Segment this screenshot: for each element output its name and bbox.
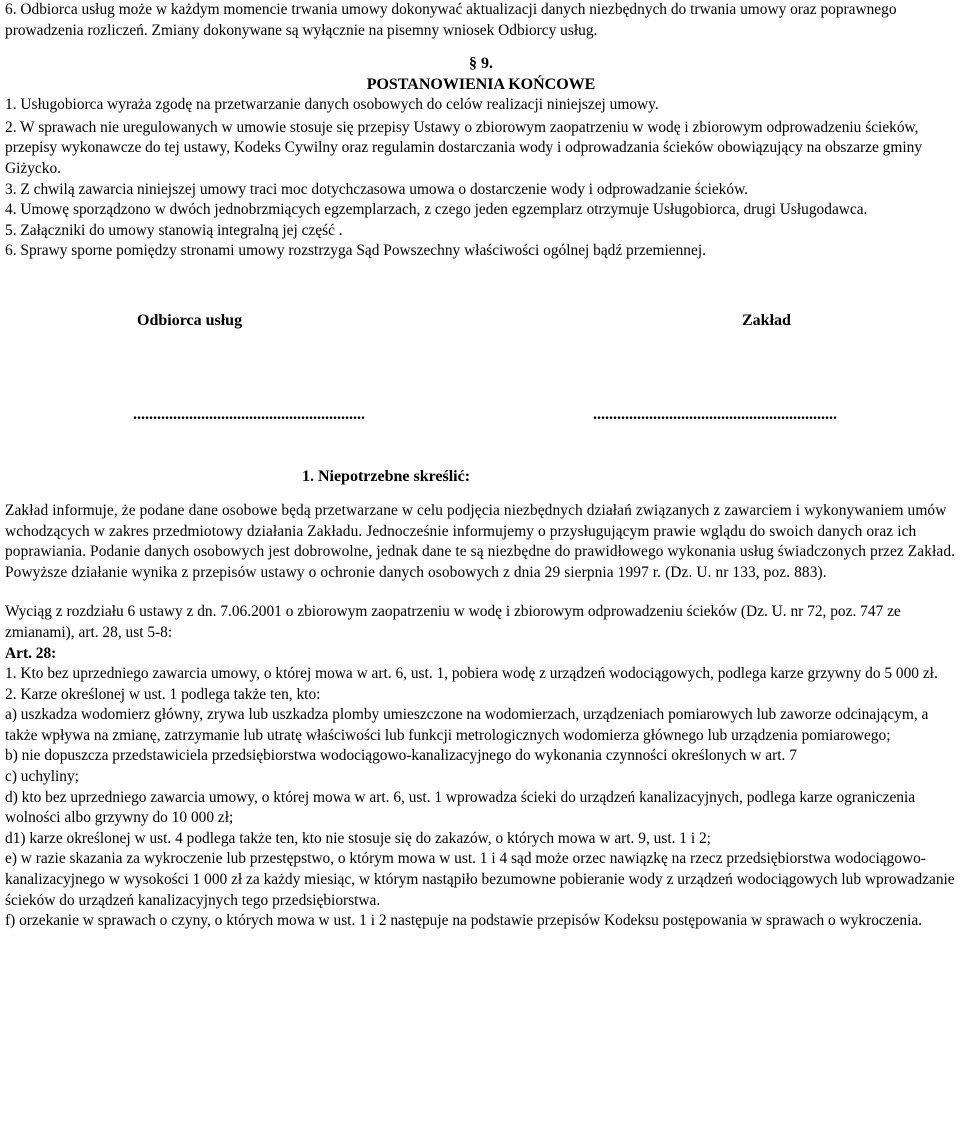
excerpt-item-b: b) nie dopuszcza przedstawiciela przedsiębiorstwa wodociągowo-kanalizacyjnego do wykonania czynności określonych w art. 7 (5, 747, 797, 765)
excerpt-item-a: a) uszkadza wodomierz główny, zrywa lub uszkadza plomby umieszczone na wodomierzach, urządzeniach pomiarowych lub zaworze odcinającym, a także wpływa na zmianę, zatrzymanie lub utratę właściwości lub funkcji metrologicznych wodomierza głównego lub urządzenia pomiarowego; (5, 706, 929, 744)
signature-label-company: Zakład (742, 311, 791, 329)
final-item-6: 6. Sprawy sporne pomiędzy stronami umowy rozstrzyga Sąd Powszechny właściwości ogólnej bądź przemiennej. (5, 242, 706, 260)
final-item-2: 2. W sprawach nie uregulowanych w umowie stosuje się przepisy Ustawy o zbiorowym zaopatrzeniu w wodę i zbiorowym odprowadzeniu ścieków, przepisy wykonawcze do tej ustawy, Kodeks Cywilny oraz regulamin dostarczania wody i odprowadzania ścieków obowiązujący na obszarze gminy Giżycko. (5, 118, 923, 177)
signature-lines (5, 406, 957, 426)
signature-labels (5, 312, 957, 332)
document-page (5, 0, 957, 932)
excerpt-item-e: e) w razie skazania za wykroczenie lub przestępstwo, o którym mowa w ust. 1 i 4 sąd może orzec nawiązkę na rzecz przedsiębiorstwa wodociągowo-kanalizacyjnego w wysokości 1 000 zł za każdy miesiąc, w którym nastąpiło bezumowne pobieranie wody z urządzeń wodociągowych lub wprowadzanie ścieków do urządzeń kanalizacyjnych tego przedsiębiorstwa. (5, 850, 955, 909)
excerpt-item-c: c) uchyliny; (5, 768, 79, 786)
final-item-3: 3. Z chwilą zawarcia niniejszej umowy traci moc dotychczasowa umowa o dostarczenie wody i odprowadzanie ścieków. (5, 180, 749, 198)
final-item-1: 1. Usługobiorca wyraża zgodę na przetwarzanie danych osobowych do celów realizacji niniejszej umowy. (5, 96, 659, 114)
excerpt-item-1: 1. Kto bez uprzedniego zawarcia umowy, o której mowa w art. 6, ust. 1, pobiera wodę z urządzeń wodociągowych, podlega karze grzywny do 5 000 zł. (5, 665, 938, 683)
excerpt-item-d1: d1) karze określonej w ust. 4 podlega także ten, kto nie stosuje się do zakazów, o których mowa w art. 9, ust. 1 i 2; (5, 829, 711, 847)
excerpt-intro: Wyciąg z rozdziału 6 ustawy z dn. 7.06.2001 o zbiorowym zaopatrzeniu w wodę i zbiorowym odprowadzeniu ścieków (Dz. U. nr 72, poz. 747 ze zmianami), art. 28, ust 5-8: (5, 603, 901, 641)
footnote-strike: 1. Niepotrzebne skreślić: (301, 467, 471, 485)
article-heading-text: Art. 28: (5, 644, 57, 662)
article-heading (5, 644, 957, 665)
paragraph-6: 6. Odbiorca usług może w każdym momencie trwania umowy dokonywać aktualizacji danych niezbędnych do trwania umowy oraz poprawnego prowadzenia rozliczeń. Zmiany dokonywane są wyłącznie na pisemny wniosek Odbiorcy usług. (5, 1, 897, 39)
signature-label-client: Odbiorca usług (137, 311, 243, 329)
section-title: POSTANOWIENIA KOŃCOWE (366, 76, 596, 94)
section-number: § 9. (469, 55, 493, 73)
excerpt-item-d: d) kto bez uprzedniego zawarcia umowy, o której mowa w art. 6, ust. 1 wprowadza ścieki do urządzeń kanalizacyjnych, podlega karze ograniczenia wolności albo grzywny do 10 000 zł; (5, 788, 916, 827)
signature-line-client: .......................................................... (133, 405, 365, 423)
final-item-5: 5. Załączniki do umowy stanowią integralną jej część . (5, 221, 343, 239)
data-protection-notice: Zakład informuje, że podane dane osobowe będą przetwarzane w celu podjęcia niezbędnych działań związanych z zawarciem i wykonywaniem umów wchodzących w zakres przedmiotowy działania Zakładu. Jednocześnie informujemy o przysługującym prawie wglądu do swoich danych oraz ich poprawiania. Podanie danych osobowych jest dobrowolne, jednak dane te są niezbędne do prawidłowego wykonania usług świadczonych przez Zakład. Powyższe działanie wynika z przepisów ustawy o ochronie danych osobowych z dnia 29 sierpnia 1997 r. (Dz. U. nr 133, poz. 883). (5, 501, 956, 581)
excerpt-item-2: 2. Karze określonej w ust. 1 podlega także ten, kto: (5, 685, 321, 703)
final-item-4: 4. Umowę sporządzono w dwóch jednobrzmiących egzemplarzach, z czego jeden egzemplarz otrzymuje Usługobiorca, drugi Usługodawca. (5, 201, 868, 219)
signature-line-company: ............................................................. (593, 405, 837, 423)
excerpt-item-f: f) orzekanie w sprawach o czyny, o których mowa w ust. 1 i 2 następuje na podstawie przepisów Kodeksu postępowania w sprawach o wykroczenia. (5, 912, 923, 930)
